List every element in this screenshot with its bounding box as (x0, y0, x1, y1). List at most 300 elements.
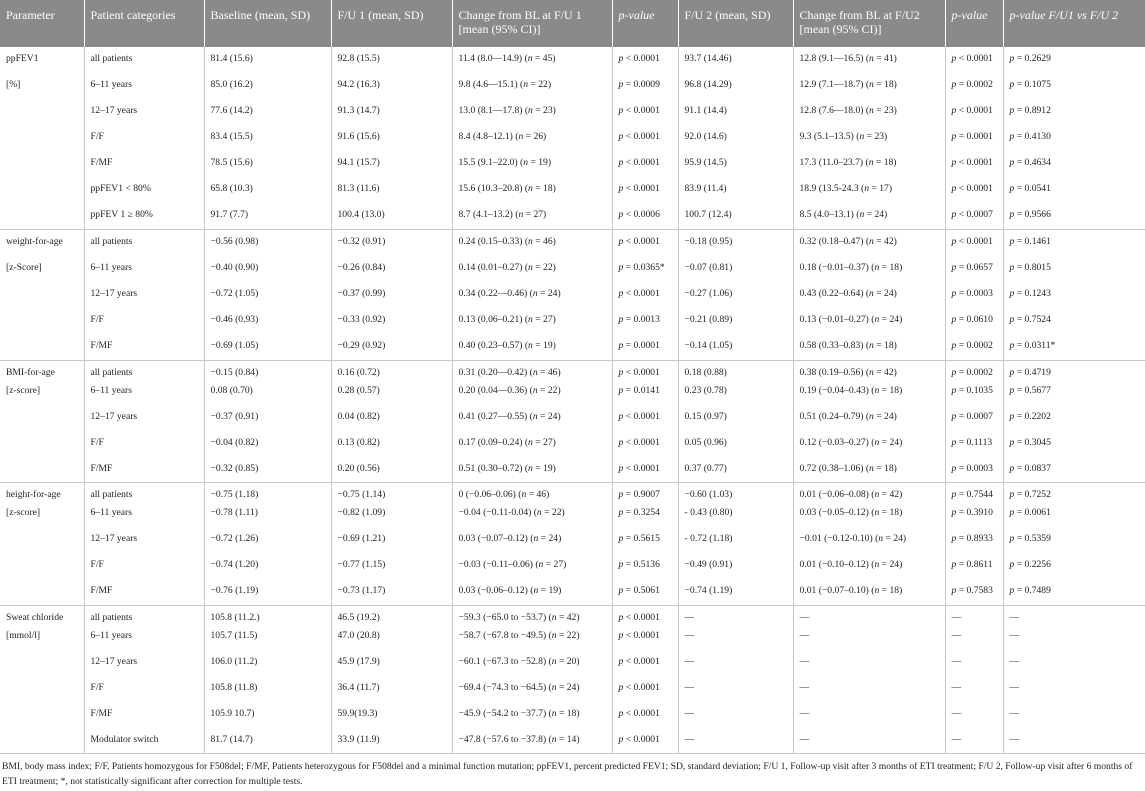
cell-p-value-2 (945, 431, 1003, 457)
cell-text: F/F (90, 436, 104, 448)
cell-text: — (799, 629, 810, 641)
cell-text: 0.20 (0.04—0.36) (n = 22) (458, 384, 561, 396)
cell-p-value-fu1-vs-fu2 (1003, 624, 1145, 650)
table-row (0, 579, 1145, 605)
cell-text: — (799, 611, 810, 623)
cell-text: 0.32 (0.18–0.47) (n = 42) (799, 235, 897, 247)
cell-baseline (204, 229, 331, 256)
cell-text: 94.2 (16.3) (337, 79, 380, 90)
cell-fu2 (678, 728, 793, 754)
cell-text: 0.19 (−0.04–0.43) (n = 18) (799, 384, 903, 396)
cell-change-fu1 (452, 457, 612, 483)
cell-text: p < 0.0001 (618, 366, 660, 378)
cell-text: [z-score] (6, 507, 41, 518)
cell-text: p < 0.0001 (618, 707, 660, 719)
cell-text (6, 728, 80, 734)
cell-text: −0.33 (0.92) (337, 314, 386, 325)
cell-text: p < 0.0001 (618, 183, 660, 194)
header-baseline: Baseline (mean, SD) (204, 0, 331, 47)
cell-text: 78.5 (15.6) (210, 157, 253, 168)
cell-text: 0.51 (0.30–0.72) (n = 19) (458, 462, 556, 474)
cell-baseline (204, 203, 331, 229)
cell-parameter (0, 379, 84, 405)
cell-baseline (204, 405, 331, 431)
cell-text: −0.72 (1.05) (210, 288, 259, 299)
cell-fu1 (331, 360, 452, 379)
cell-baseline (204, 624, 331, 650)
cell-text: −0.49 (0.91) (684, 559, 733, 570)
cell-text: 8.4 (4.8–12.1) (n = 26) (458, 131, 547, 142)
cell-baseline (204, 431, 331, 457)
cell-baseline (204, 47, 331, 73)
cell-baseline (204, 282, 331, 308)
cell-text: 33.9 (11.9) (337, 733, 380, 745)
cell-p-value-1 (612, 624, 678, 650)
cell-fu2 (678, 379, 793, 405)
cell-text: 105.8 (11.8) (210, 681, 258, 693)
cell-text: p = 0.1243 (1009, 288, 1051, 299)
cell-fu1 (331, 334, 452, 360)
cell-change-fu1 (452, 431, 612, 457)
cell-baseline (204, 579, 331, 605)
header-parameter: Parameter (0, 0, 84, 47)
cell-text: −0.37 (0.91) (210, 410, 259, 422)
cell-fu1 (331, 553, 452, 579)
cell-text: −0.82 (1.09) (337, 507, 386, 518)
table-row (0, 73, 1145, 99)
cell-text: 6–11 years (90, 384, 132, 396)
table-row (0, 379, 1145, 405)
cell-text: p = 0.9007 (618, 489, 660, 500)
cell-parameter (0, 527, 84, 553)
cell-text: p < 0.0001 (951, 105, 993, 116)
cell-fu2 (678, 256, 793, 282)
cell-text: −0.15 (0.84) (210, 366, 259, 378)
cell-parameter (0, 728, 84, 754)
cell-baseline (204, 676, 331, 702)
cell-text: p = 0.0061 (1009, 507, 1051, 518)
cell-fu2 (678, 501, 793, 527)
cell-fu1 (331, 203, 452, 229)
cell-text: 17.3 (11.0–23.7) (n = 18) (799, 157, 897, 168)
cell-text: 96.8 (14.29) (684, 79, 732, 90)
cell-text: p = 0.1113 (951, 436, 993, 448)
cell-text (6, 650, 80, 656)
header-patient-categories: Patient categories (84, 0, 204, 47)
cell-patient-category (84, 308, 204, 334)
cell-parameter (0, 177, 84, 203)
cell-parameter (0, 624, 84, 650)
cell-text: 100.7 (12.4) (684, 209, 732, 220)
cell-text: 6–11 years (90, 507, 132, 518)
cell-text: p = 0.3254 (618, 507, 660, 518)
cell-text: — (684, 629, 695, 641)
table-row (0, 360, 1145, 379)
cell-text: Sweat chloride (6, 611, 64, 623)
cell-text: p = 0.7544 (951, 489, 993, 500)
cell-text: p < 0.0001 (618, 733, 660, 745)
cell-text: p < 0.0001 (618, 53, 660, 64)
cell-patient-category (84, 624, 204, 650)
cell-fu2 (678, 527, 793, 553)
cell-text: - 0.72 (1.18) (684, 533, 733, 544)
cell-text: 46.5 (19.2) (337, 611, 380, 623)
table-row (0, 605, 1145, 624)
cell-p-value-fu1-vs-fu2 (1003, 360, 1145, 379)
cell-text (6, 431, 80, 437)
cell-patient-category (84, 177, 204, 203)
cell-patient-category (84, 282, 204, 308)
cell-text: 0.12 (−0.03–0.27) (n = 24) (799, 436, 903, 448)
cell-text: 91.3 (14.7) (337, 105, 380, 116)
cell-parameter (0, 457, 84, 483)
cell-p-value-fu1-vs-fu2 (1003, 483, 1145, 502)
cell-text: 13.0 (8.1—17.8) (n = 23) (458, 105, 556, 116)
cell-patient-category (84, 379, 204, 405)
cell-fu1 (331, 676, 452, 702)
cell-fu1 (331, 282, 452, 308)
table-row (0, 47, 1145, 73)
cell-change-fu1 (452, 579, 612, 605)
cell-parameter (0, 501, 84, 527)
cell-baseline (204, 177, 331, 203)
cell-fu2 (678, 73, 793, 99)
cell-text: −0.18 (0.95) (684, 235, 733, 247)
cell-change-fu1 (452, 379, 612, 405)
cell-baseline (204, 483, 331, 502)
cell-text: - 0.43 (0.80) (684, 507, 733, 518)
cell-text: 0.15 (0.97) (684, 410, 727, 422)
cell-text: 0.01 (−0.07–0.10) (n = 18) (799, 585, 903, 596)
cell-text: p < 0.0001 (618, 462, 660, 474)
cell-change-fu1 (452, 405, 612, 431)
cell-text: 0.72 (0.38–1.06) (n = 18) (799, 462, 897, 474)
cell-patient-category (84, 483, 204, 502)
cell-text: p = 0.0009 (618, 79, 660, 90)
cell-text (6, 579, 80, 585)
cell-text: −0.32 (0.91) (337, 235, 386, 247)
cell-text: all patients (90, 611, 133, 623)
cell-parameter (0, 360, 84, 379)
cell-text: 0.40 (0.23–0.57) (n = 19) (458, 340, 556, 351)
cell-text: ppFEV1 < 80% (90, 183, 151, 194)
cell-p-value-2 (945, 151, 1003, 177)
table-row (0, 125, 1145, 151)
cell-text: — (1009, 733, 1020, 745)
cell-p-value-fu1-vs-fu2 (1003, 99, 1145, 125)
cell-patient-category (84, 501, 204, 527)
cell-p-value-2 (945, 702, 1003, 728)
cell-text (6, 702, 80, 708)
cell-text: p < 0.0001 (618, 655, 660, 667)
cell-p-value-1 (612, 676, 678, 702)
cell-text: p < 0.0001 (618, 410, 660, 422)
cell-change-fu2 (793, 579, 945, 605)
cell-p-value-1 (612, 203, 678, 229)
cell-text: — (951, 681, 962, 693)
cell-change-fu1 (452, 256, 612, 282)
cell-fu2 (678, 360, 793, 379)
cell-text: — (951, 655, 962, 667)
cell-p-value-2 (945, 579, 1003, 605)
cell-change-fu1 (452, 334, 612, 360)
cell-p-value-1 (612, 99, 678, 125)
table-row (0, 151, 1145, 177)
cell-text: p < 0.0001 (618, 157, 660, 168)
cell-patient-category (84, 256, 204, 282)
cell-p-value-fu1-vs-fu2 (1003, 203, 1145, 229)
cell-text: 0.24 (0.15–0.33) (n = 46) (458, 235, 556, 247)
cell-text: 12.8 (7.6—18.0) (n = 23) (799, 105, 897, 116)
cell-baseline (204, 527, 331, 553)
cell-fu1 (331, 624, 452, 650)
cell-p-value-fu1-vs-fu2 (1003, 282, 1145, 308)
cell-text: p = 0.4719 (1009, 366, 1051, 378)
cell-change-fu1 (452, 229, 612, 256)
header-p-value-fu1-vs-fu2: p-value F/U1 vs F/U 2 (1003, 0, 1145, 47)
table-row (0, 334, 1145, 360)
cell-text: −59.3 (−65.0 to −53.7) (n = 42) (458, 611, 580, 623)
cell-text: 91.1 (14.4) (684, 105, 727, 116)
cell-change-fu1 (452, 360, 612, 379)
cell-p-value-fu1-vs-fu2 (1003, 650, 1145, 676)
cell-change-fu2 (793, 553, 945, 579)
cell-text: p = 0.0365* (618, 262, 665, 273)
cell-fu1 (331, 501, 452, 527)
cell-text: −60.1 (−67.3 to −52.8) (n = 20) (458, 655, 580, 667)
cell-p-value-2 (945, 229, 1003, 256)
cell-text: [z-score] (6, 384, 41, 396)
cell-parameter (0, 702, 84, 728)
cell-p-value-fu1-vs-fu2 (1003, 334, 1145, 360)
cell-text: −0.04 (−0.11-0.04) (n = 22) (458, 507, 565, 518)
cell-text: F/F (90, 559, 104, 570)
cell-p-value-fu1-vs-fu2 (1003, 553, 1145, 579)
cell-text: 0.03 (−0.07–0.12) (n = 24) (458, 533, 562, 544)
cell-text (6, 308, 80, 314)
cell-text: p = 0.7524 (1009, 314, 1051, 325)
cell-text: p = 0.0141 (618, 384, 660, 396)
cell-text: 0.08 (0.70) (210, 384, 253, 396)
cell-text: height-for-age (6, 489, 61, 500)
cell-fu1 (331, 229, 452, 256)
cell-text: 106.0 (11.2) (210, 655, 258, 667)
cell-p-value-1 (612, 501, 678, 527)
cell-baseline (204, 501, 331, 527)
cell-text: 36.4 (11.7) (337, 681, 380, 693)
cell-fu1 (331, 457, 452, 483)
cell-baseline (204, 605, 331, 624)
cell-text: p < 0.0001 (951, 183, 993, 194)
cell-text (6, 125, 80, 131)
cell-text: 0.03 (−0.06–0.12) (n = 19) (458, 585, 562, 596)
cell-change-fu2 (793, 125, 945, 151)
table-row (0, 203, 1145, 229)
cell-text: 83.4 (15.5) (210, 131, 253, 142)
cell-fu1 (331, 702, 452, 728)
table-row (0, 405, 1145, 431)
cell-patient-category (84, 553, 204, 579)
cell-text: p < 0.0001 (618, 629, 660, 641)
cell-text: [%] (6, 79, 21, 90)
cell-text: 0.58 (0.33–0.83) (n = 18) (799, 340, 897, 351)
cell-text (6, 457, 80, 463)
cell-change-fu2 (793, 203, 945, 229)
cell-text (6, 203, 80, 209)
cell-p-value-2 (945, 282, 1003, 308)
cell-p-value-fu1-vs-fu2 (1003, 457, 1145, 483)
header-fu1: F/U 1 (mean, SD) (331, 0, 452, 47)
cell-change-fu1 (452, 702, 612, 728)
cell-change-fu2 (793, 431, 945, 457)
cell-patient-category (84, 47, 204, 73)
cell-text: 77.6 (14.2) (210, 105, 253, 116)
cell-fu2 (678, 229, 793, 256)
cell-text: p < 0.0001 (618, 436, 660, 448)
cell-change-fu2 (793, 334, 945, 360)
cell-text: 0.20 (0.56) (337, 462, 380, 474)
table-row (0, 256, 1145, 282)
cell-p-value-2 (945, 47, 1003, 73)
cell-patient-category (84, 203, 204, 229)
cell-p-value-1 (612, 650, 678, 676)
cell-baseline (204, 360, 331, 379)
cell-change-fu1 (452, 282, 612, 308)
cell-text: p < 0.0001 (951, 235, 993, 247)
cell-text: 12–17 years (90, 410, 138, 422)
cell-p-value-1 (612, 405, 678, 431)
cell-text: 0.31 (0.20—0.42) (n = 46) (458, 366, 561, 378)
table-row (0, 624, 1145, 650)
cell-patient-category (84, 579, 204, 605)
cell-change-fu2 (793, 151, 945, 177)
cell-p-value-fu1-vs-fu2 (1003, 702, 1145, 728)
cell-fu1 (331, 256, 452, 282)
cell-fu1 (331, 177, 452, 203)
cell-text: 81.4 (15.6) (210, 53, 253, 64)
cell-text: −0.78 (1.11) (210, 507, 258, 518)
cell-change-fu2 (793, 501, 945, 527)
cell-change-fu1 (452, 203, 612, 229)
cell-text: 94.1 (15.7) (337, 157, 380, 168)
cell-change-fu2 (793, 702, 945, 728)
cell-text: −0.69 (1.21) (337, 533, 386, 544)
cell-change-fu1 (452, 125, 612, 151)
cell-text (6, 405, 80, 411)
cell-text: BMI-for-age (6, 366, 55, 378)
cell-text: F/MF (90, 157, 113, 168)
cell-text: −0.74 (1.19) (684, 585, 733, 596)
cell-text: −69.4 (−74.3 to −64.5) (n = 24) (458, 681, 580, 693)
cell-change-fu2 (793, 728, 945, 754)
cell-p-value-1 (612, 47, 678, 73)
cell-parameter (0, 431, 84, 457)
cell-text (6, 527, 80, 533)
table-row (0, 501, 1145, 527)
cell-text: — (951, 733, 962, 745)
cell-p-value-1 (612, 308, 678, 334)
cell-parameter (0, 99, 84, 125)
cell-patient-category (84, 229, 204, 256)
cell-p-value-fu1-vs-fu2 (1003, 676, 1145, 702)
cell-patient-category (84, 405, 204, 431)
cell-p-value-2 (945, 553, 1003, 579)
cell-baseline (204, 308, 331, 334)
cell-text: 85.0 (16.2) (210, 79, 253, 90)
cell-text: 0.03 (−0.05–0.12) (n = 18) (799, 507, 903, 518)
cell-text: p < 0.0001 (618, 681, 660, 693)
cell-p-value-fu1-vs-fu2 (1003, 605, 1145, 624)
cell-text: 11.4 (8.0—14.9) (n = 45) (458, 53, 556, 64)
cell-p-value-fu1-vs-fu2 (1003, 579, 1145, 605)
cell-text: −58.7 (−67.8 to −49.5) (n = 22) (458, 629, 580, 641)
cell-text: ppFEV 1 ≥ 80% (90, 209, 153, 220)
cell-text: 0.01 (−0.10–0.12) (n = 24) (799, 559, 903, 570)
cell-text: p < 0.0001 (618, 288, 660, 299)
table-row (0, 99, 1145, 125)
cell-p-value-2 (945, 728, 1003, 754)
cell-text: p = 0.0013 (618, 314, 660, 325)
cell-text: 0.13 (−0.01–0.27) (n = 24) (799, 314, 903, 325)
cell-text: — (1009, 629, 1020, 641)
cell-fu1 (331, 483, 452, 502)
cell-change-fu2 (793, 99, 945, 125)
cell-text: 0.51 (0.24–0.79) (n = 24) (799, 410, 897, 422)
cell-text: 92.0 (14.6) (684, 131, 727, 142)
cell-change-fu2 (793, 457, 945, 483)
cell-parameter (0, 650, 84, 676)
cell-change-fu1 (452, 527, 612, 553)
cell-text: 0.05 (0.96) (684, 436, 727, 448)
cell-fu2 (678, 282, 793, 308)
cell-text: all patients (90, 489, 133, 500)
cell-patient-category (84, 73, 204, 99)
cell-p-value-1 (612, 151, 678, 177)
cell-patient-category (84, 334, 204, 360)
cell-baseline (204, 702, 331, 728)
cell-change-fu1 (452, 728, 612, 754)
cell-p-value-2 (945, 527, 1003, 553)
cell-text: p = 0.4130 (1009, 131, 1051, 142)
cell-text (6, 151, 80, 157)
cell-text: Modulator switch (90, 733, 159, 745)
cell-p-value-fu1-vs-fu2 (1003, 177, 1145, 203)
cell-change-fu2 (793, 676, 945, 702)
cell-p-value-1 (612, 702, 678, 728)
cell-fu2 (678, 483, 793, 502)
cell-text: 47.0 (20.8) (337, 629, 380, 641)
cell-text: 45.9 (17.9) (337, 655, 380, 667)
table-row (0, 650, 1145, 676)
table-row (0, 702, 1145, 728)
cell-p-value-1 (612, 229, 678, 256)
cell-text: 0.38 (0.19–0.56) (n = 42) (799, 366, 897, 378)
cell-text: −0.75 (1.14) (337, 489, 386, 500)
cell-text: p = 0.0003 (951, 462, 993, 474)
cell-fu1 (331, 47, 452, 73)
cell-fu2 (678, 334, 793, 360)
cell-fu2 (678, 203, 793, 229)
cell-parameter (0, 334, 84, 360)
cell-fu1 (331, 605, 452, 624)
cell-p-value-2 (945, 203, 1003, 229)
cell-text: 81.3 (11.6) (337, 183, 380, 194)
cell-parameter (0, 579, 84, 605)
cell-p-value-fu1-vs-fu2 (1003, 308, 1145, 334)
table-row (0, 676, 1145, 702)
cell-text: — (684, 611, 695, 623)
cell-text: p = 0.5061 (618, 585, 660, 596)
